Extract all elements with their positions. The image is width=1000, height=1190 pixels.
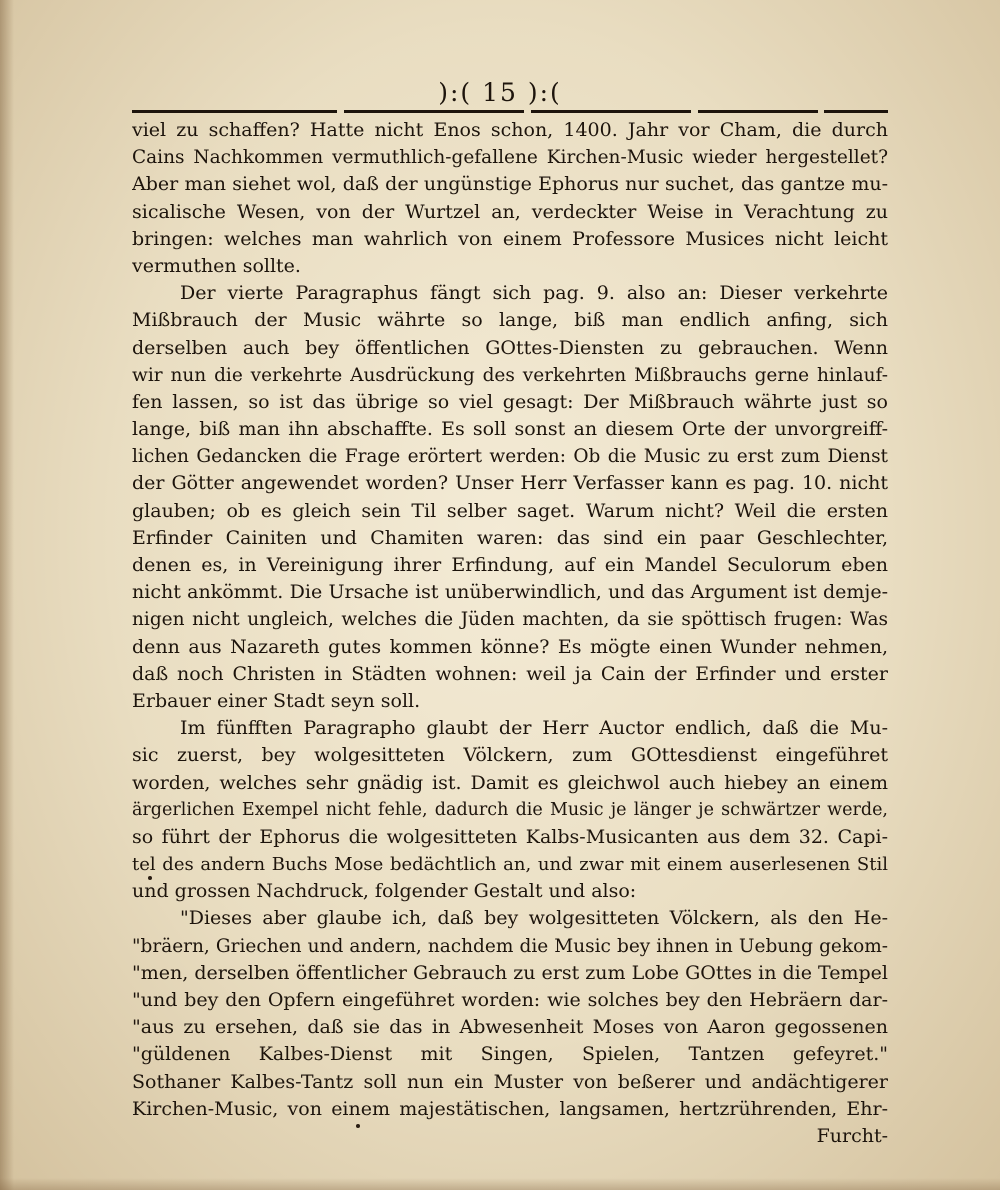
ink-spot	[356, 1124, 360, 1128]
text-line: derselben auch bey öffentlichen GOttes-Diensten zu gebrauchen. Wenn	[132, 336, 888, 359]
text-line: ärgerlichen Exempel nicht fehle, dadurch die Music je länger je schwärtzer werde,	[132, 799, 888, 820]
text-line: lange, biß man ihn abschaffte. Es soll sonst an diesem Orte der unvorgreiff-	[132, 418, 888, 441]
text-line: Sothaner Kalbes-Tantz soll nun ein Muster von beßerer und andächtigerer	[132, 1070, 888, 1093]
text-line: Im fünfften Paragrapho glaubt der Herr Auctor endlich, daß die Mu-	[180, 717, 888, 740]
page-number: ):( 15 ):(	[438, 78, 562, 107]
text-line: "güldenen Kalbes-Dienst mit Singen, Spielen, Tantzen gefeyret."	[132, 1043, 888, 1066]
text-line: lichen Gedancken die Frage erörtert werden: Ob die Music zu erst zum Dienst	[132, 446, 888, 468]
text-line: denen es, in Vereinigung ihrer Erfindung, auf ein Mandel Seculorum eben	[132, 554, 888, 576]
text-line: "men, derselben öffentlicher Gebrauch zu erst zum Lobe GOttes in die Tempel	[132, 961, 888, 984]
text-line: Cains Nachkommen vermuthlich-gefallene Kirchen-Music wieder hergestellet?	[132, 147, 888, 169]
page-bottom-shadow	[0, 1178, 1000, 1190]
text-line: und grossen Nachdruck, folgender Gestalt und also:	[132, 880, 637, 903]
text-line: Erfinder Cainiten und Chamiten waren: das sind ein paar Geschlechter,	[132, 526, 888, 549]
text-line: nicht ankömmt. Die Ursache ist unüberwindlich, und das Argument ist demje-	[132, 581, 888, 604]
text-line: Der vierte Paragraphus fängt sich pag. 9. also an: Dieser verkehrte	[180, 282, 888, 305]
text-line: nigen nicht ungleich, welches die Jüden machten, da sie spöttisch frugen: Was	[132, 609, 888, 631]
text-line: viel zu schaffen? Hatte nicht Enos schon, 1400. Jahr vor Cham, die durch	[132, 119, 888, 141]
text-line: sicalische Wesen, von der Wurtzel an, verdeckter Weise in Verachtung zu	[132, 200, 888, 223]
text-line: Mißbrauch der Music währte so lange, biß man endlich anfing, sich	[132, 309, 888, 332]
body-text	[132, 117, 888, 1150]
text-line: wir nun die verkehrte Ausdrückung des verkehrten Mißbrauchs gerne hinlauf-	[132, 364, 888, 386]
text-line: worden, welches sehr gnädig ist. Damit es gleichwol auch hiebey an einem	[132, 771, 888, 794]
ink-spot	[148, 876, 152, 880]
text-line: "und bey den Opfern eingeführet worden: wie solches bey den Hebräern dar-	[132, 989, 888, 1011]
text-line: bringen: welches man wahrlich von einem Professore Musices nicht leicht	[132, 227, 888, 250]
text-line: daß noch Christen in Städten wohnen: weil ja Cain der Erfinder und erster	[132, 662, 888, 685]
page-edge-shadow	[0, 0, 14, 1190]
text-line: der Götter angewendet worden? Unser Herr Verfasser kann es pag. 10. nicht	[132, 472, 888, 495]
text-line: glauben; ob es gleich sein Til selber saget. Warum nicht? Weil die ersten	[132, 499, 888, 522]
text-line: sic zuerst, bey wolgesitteten Völckern, zum GOttesdienst eingeführet	[132, 744, 888, 767]
text-line: Erbauer einer Stadt seyn soll.	[132, 689, 421, 712]
text-line: so führt der Ephorus die wolgesitteten Kalbs-Musicanten aus dem 32. Capi-	[132, 825, 888, 848]
text-line: "aus zu ersehen, daß sie das in Abwesenheit Moses von Aaron gegossenen	[132, 1016, 888, 1039]
text-line: Aber man siehet wol, daß der ungünstige Ephorus nur suchet, das gantze mu-	[132, 173, 888, 196]
text-line: "bräern, Griechen und andern, nachdem die Music bey ihnen in Uebung gekom-	[132, 935, 888, 957]
text-line: fen lassen, so ist das übrige so viel gesagt: Der Mißbrauch währte just so	[132, 390, 888, 413]
text-line: denn aus Nazareth gutes kommen könne? Es mögte einen Wunder nehmen,	[132, 635, 888, 658]
text-line: vermuthen sollte.	[132, 254, 301, 277]
text-line: "Dieses aber glaube ich, daß bey wolgesitteten Völckern, als den He-	[180, 907, 888, 930]
header-rule	[132, 110, 888, 114]
text-line: Furcht-	[816, 1124, 888, 1147]
text-line: tel des andern Buchs Mose bedächtlich an, und zwar mit einem auserlesenen Stil	[132, 854, 888, 876]
text-line: Kirchen-Music, von einem majestätischen, langsamen, hertzrührenden, Ehr-	[132, 1097, 888, 1120]
